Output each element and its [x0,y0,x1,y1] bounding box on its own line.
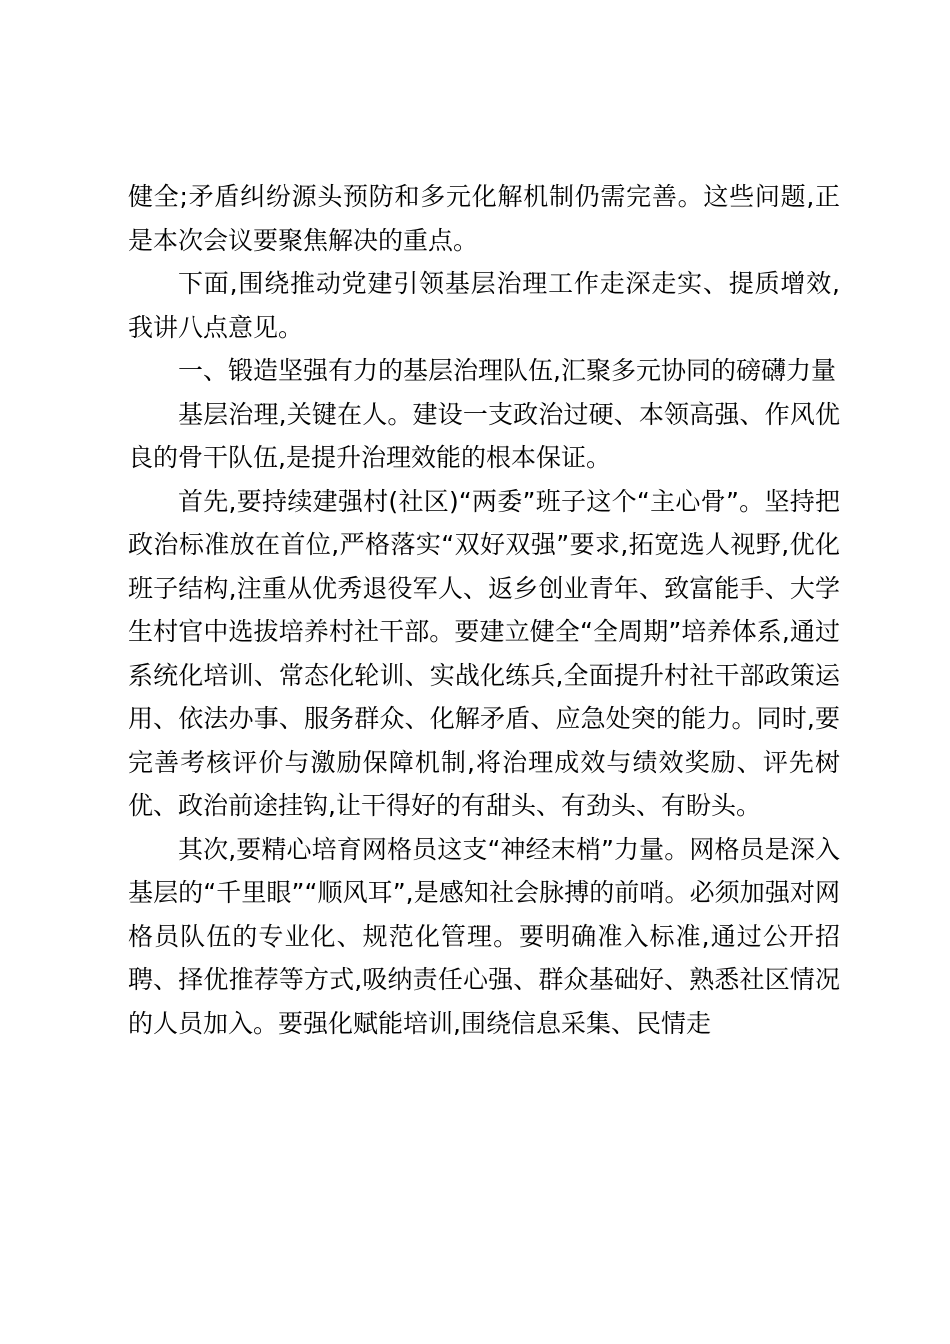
paragraph-continuation: 健全;矛盾纠纷源头预防和多元化解机制仍需完善。这些问题,正是本次会议要聚焦解决的重点。 [128,182,840,255]
paragraph-key-people: 基层治理,关键在人。建设一支政治过硬、本领高强、作风优良的骨干队伍,是提升治理效能的根本保证。 [128,399,840,472]
body-text [128,175,840,1045]
section-heading-1: 一、锻造坚强有力的基层治理队伍,汇聚多元协同的磅礴力量 [178,356,836,385]
paragraph-first-point: 首先,要持续建强村(社区)“两委”班子这个“主心骨”。坚持把政治标准放在首位,严格落实“双好双强”要求,拓宽选人视野,优化班子结构,注重从优秀退役军人、返乡创业青年、致富能手、大学生村官中选拔培养村社干部。要建立健全“全周期”培养体系,通过系统化培训、常态化轮训、实战化练兵,全面提升村社干部政策运用、依法办事、服务群众、化解矛盾、应急处突的能力。同时,要完善考核评价与激励保障机制,将治理成效与绩效奖励、评先树优、政治前途挂钩,让干得好的有甜头、有劲头、有盼头。 [128,486,840,820]
paragraph-intro-eight-points: 下面,围绕推动党建引领基层治理工作走深走实、提质增效,我讲八点意见。 [128,269,840,342]
paragraph-second-point: 其次,要精心培育网格员这支“神经末梢”力量。网格员是深入基层的“千里眼”“顺风耳”,是感知社会脉搏的前哨。必须加强对网格员队伍的专业化、规范化管理。要明确准入标准,通过公开招聘、择优推荐等方式,吸纳责任心强、群众基础好、熟悉社区情况的人员加入。要强化赋能培训,围绕信息采集、民情走 [128,834,840,1038]
